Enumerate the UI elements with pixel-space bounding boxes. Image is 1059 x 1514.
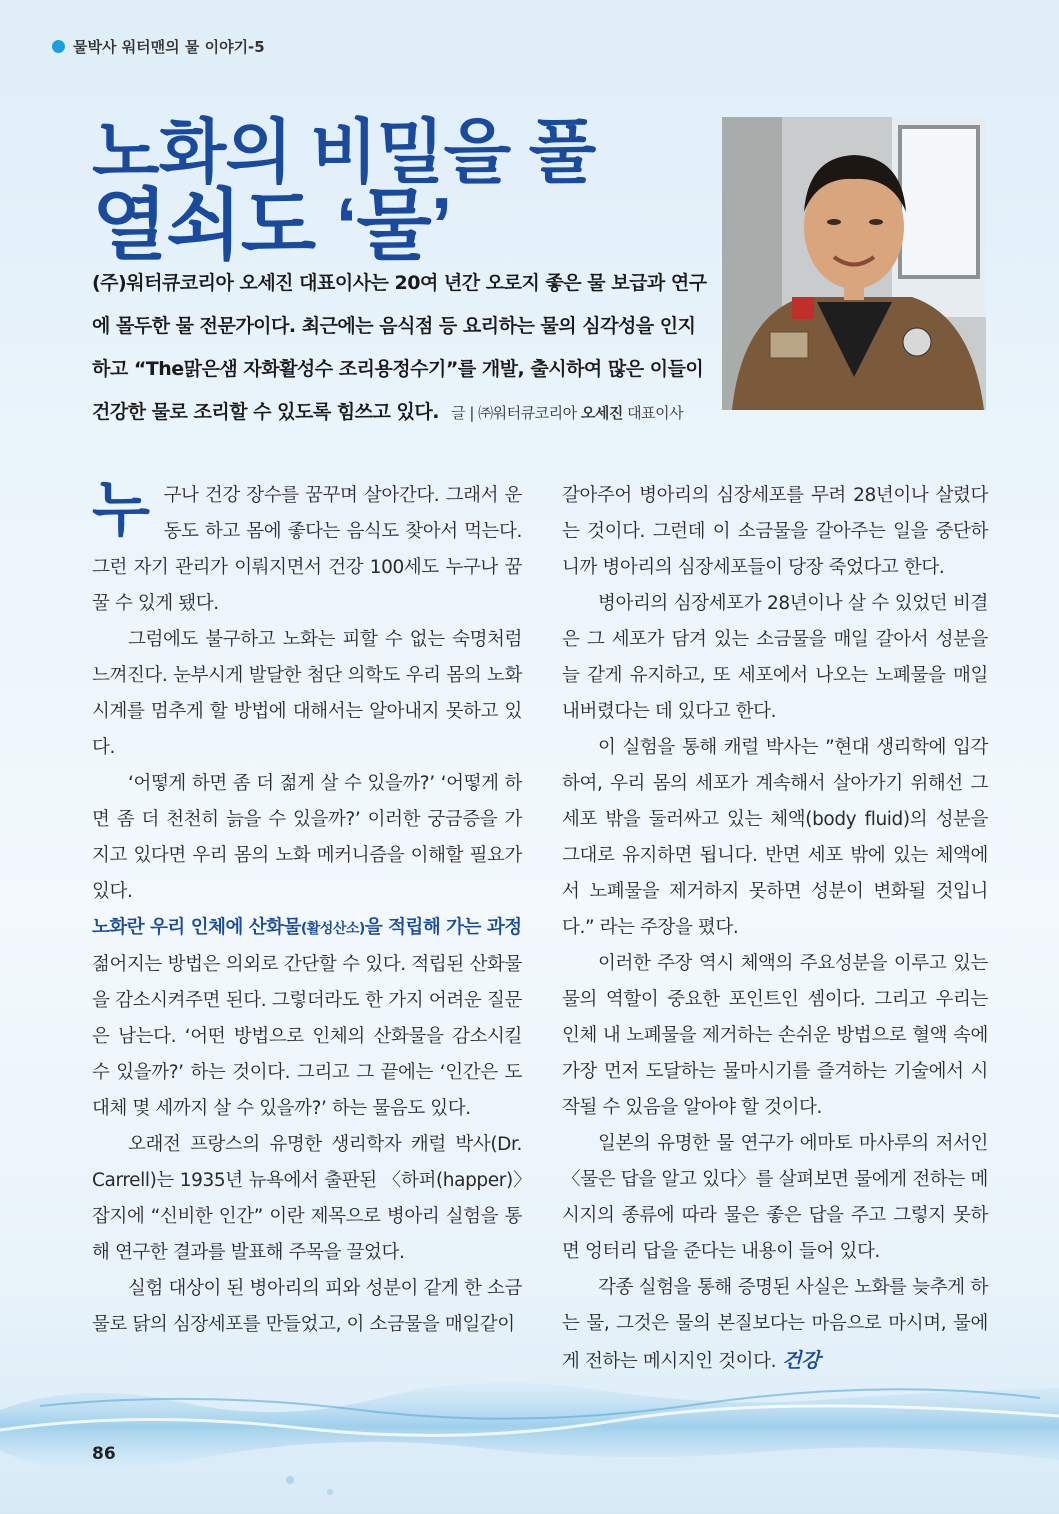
paragraph: 일본의 유명한 물 연구가 에마토 마사루의 저서인 〈물은 답을 알고 있다〉를 살펴보면 물에게 전하는 메시지의 종류에 따라 물은 좋은 답을 주고 그렇지 못하면 엉터리 답을 준다는 내용이 들어 있다. <box>562 1133 988 1262</box>
paragraph: 병아리의 심장세포가 28년이나 살 수 있었던 비결은 그 세포가 담겨 있는 소금물을 매일 갈아서 성분을 늘 같게 유지하고, 또 세포에서 나오는 노폐물을 매일 내버렸다는 데 있다고 한다. <box>562 593 988 722</box>
series-header <box>52 36 265 57</box>
subheading-text: 노화란 우리 인체에 산화물 <box>92 917 301 938</box>
paragraph-text: 구나 건강 장수를 꿈꾸며 살아간다. 그래서 운동도 하고 몸에 좋다는 음식도 찾아서 먹는다. 그런 자기 관리가 이뤄지면서 건강 100세도 누구나 꿈꿀 수 있게 됐다. <box>92 485 522 614</box>
paragraph-intro <box>92 475 522 622</box>
page-number: 86 <box>92 1444 116 1464</box>
byline-name: 오세진 <box>580 404 623 422</box>
lead-text: (주)워터큐코리아 오세진 대표이사는 20여 년간 오로지 좋은 물 보급과 연구에 몰두한 물 전문가이다. 최근에는 음식점 등 요리하는 물의 심각성을 인지하고 “The맑은샘 자화활성수 조리용정수기”를 개발, 출시하여 많은 이들이 건강한 물로 조리할 수 있도록 힘쓰고 있다. <box>92 272 707 423</box>
paragraph-text: 각종 실험을 통해 증명된 사실은 노화를 늦추게 하는 물, 그것은 물의 본질보다는 마음으로 마시며, 물에게 전하는 메시지인 것이다. <box>562 1277 988 1372</box>
lead-paragraph <box>92 262 712 435</box>
body-column-right <box>562 478 988 1380</box>
paragraph: 젊어지는 방법은 의외로 간단할 수 있다. 적립된 산화물을 감소시켜주면 된다. 그렇더라도 한 가지 어려운 질문은 남는다. ‘어떤 방법으로 인체의 산화물을 감소시킬 수 있을까?’ 하는 것이다. 그리고 그 끝에는 ‘인간은 도대체 몇 세까지 살 수 있을까?’ 하는 물음도 있다. <box>92 954 522 1119</box>
paragraph: 이러한 주장 역시 체액의 주요성분을 이루고 있는 물의 역할이 중요한 포인트인 셈이다. 그리고 우리는 인체 내 노폐물을 제거하는 손쉬운 방법으로 혈액 속에 가장 먼저 도달하는 물마시기를 즐겨하는 기술에서 시작될 수 있음을 알아야 할 것이다. <box>562 953 988 1118</box>
paragraph: 이 실험을 통해 캐럴 박사는 ”현대 생리학에 입각하여, 우리 몸의 세포가 계속해서 살아가기 위해선 그 세포 밖을 둘러싸고 있는 체액(body fluid)의 성분을 그대로 유지하면 됩니다. 반면 세포 밖에 있는 체액에서 노폐물을 제거하지 못하면 성분이 변화될 것입니다.” 라는 주장을 폈다. <box>562 737 988 938</box>
paragraph: 오래전 프랑스의 유명한 생리학자 캐럴 박사(Dr. Carrell)는 1935년 뉴욕에서 출판된 〈하퍼(happer)〉잡지에 “신비한 인간” 이란 제목으로 병아리 실험을 통해 연구한 결과를 발표해 주목을 끌었다. <box>92 1134 522 1263</box>
paragraph: ‘어떻게 하면 좀 더 젊게 살 수 있을까?’ ‘어떻게 하면 좀 더 천천히 늙을 수 있을까?’ 이러한 궁금증을 가지고 있다면 우리 몸의 노화 메커니즘을 이해할 필요가 있다. <box>92 773 522 902</box>
article-title <box>92 113 596 269</box>
subheading <box>92 910 522 947</box>
byline-suffix: 대표이사 <box>627 404 684 422</box>
series-label: 물박사 워터맨의 물 이야기-5 <box>73 38 265 56</box>
author-portrait-image <box>722 117 986 410</box>
paragraph: 갈아주어 병아리의 심장세포를 무려 28년이나 살렸다는 것이다. 그런데 이 소금물을 갈아주는 일을 중단하니까 병아리의 심장세포들이 당장 죽었다고 한다. <box>562 485 988 578</box>
byline-prefix: 글 | ㈜워터큐코리아 <box>451 404 577 422</box>
body-column-left <box>92 475 522 1343</box>
water-splash-decoration <box>0 1340 1059 1514</box>
title-line-1: 노화의 비밀을 풀 <box>92 113 596 191</box>
byline <box>451 404 683 422</box>
subheading-small-text: (활성산소) <box>300 921 365 937</box>
drop-cap: 누 <box>92 475 150 545</box>
paragraph: 실험 대상이 된 병아리의 피와 성분이 같게 한 소금물로 닭의 심장세포를 만들었고, 이 소금물을 매일같이 <box>92 1278 522 1335</box>
end-mark-logo: 건강 <box>782 1348 820 1372</box>
paragraph: 그럼에도 불구하고 노화는 피할 수 없는 숙명처럼 느껴진다. 눈부시게 발달한 첨단 의학도 우리 몸의 노화시계를 멈추게 할 방법에 대해서는 알아내지 못하고 있다. <box>92 629 522 758</box>
author-photo <box>722 117 986 410</box>
bullet-dot-icon <box>52 40 65 53</box>
subheading-end-text: 을 적립해 가는 과정 <box>364 917 522 938</box>
title-line-2: 열쇠도 ‘물’ <box>92 180 452 269</box>
